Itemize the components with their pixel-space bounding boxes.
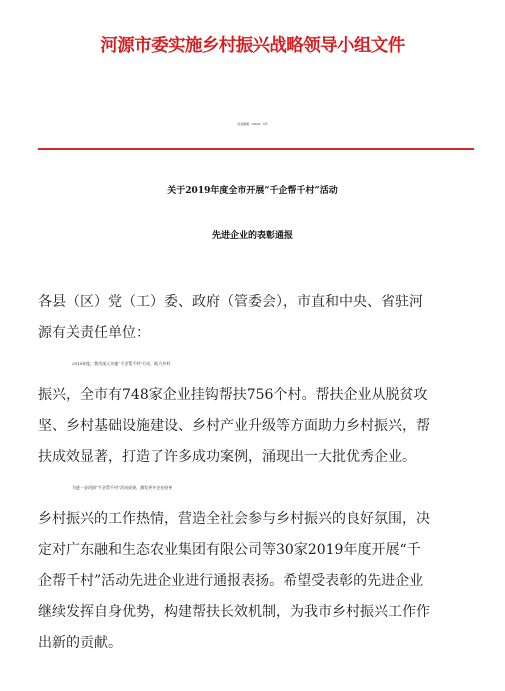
recipients-line-1: 各县（区）党（工）委、政府（管委会），市直和中央、省驻河 (38, 294, 423, 310)
title-line-2: 先进企业的表彰通报 (211, 231, 293, 241)
paragraph-2-line-6: 出新的贡献。 (38, 635, 122, 651)
paragraph-1-line-2: 振兴，全市有748家企业挂钩帮扶756个村。帮扶企业从脱贫攻 (38, 387, 428, 403)
paragraph-2-line-5: 继续发挥自身优势，构建帮扶长效机制，为我市乡村振兴工作作 (38, 604, 430, 620)
paragraph-2-line-2: 乡村振兴的工作热情，营造全社会参与乡村振兴的良好氛围，决 (38, 511, 430, 527)
document-number: 河乡振组〔2020〕5号 (237, 122, 268, 126)
paragraph-1-line-4: 扶成效显著，打造了许多成功案例，涌现出一大批优秀企业。 (38, 449, 416, 465)
paragraph-1-line-1: 2019年度，我市深入实施“千企帮千村”行动，助力乡村 (72, 361, 171, 366)
paragraph-1-line-3: 坚、乡村基础设施建设、乡村产业升级等方面助力乡村振兴，帮 (38, 418, 430, 434)
issuer-red-header: 河源市委实施乡村振兴战略领导小组文件 (100, 36, 405, 56)
title-line-1: 关于2019年度全市开展“千企帮千村”活动 (167, 186, 338, 196)
recipients-line-2: 源有关责任单位： (38, 325, 150, 341)
paragraph-2-line-3: 定对广东融和生态农业集团有限公司等30家2019年度开展“千 (38, 542, 421, 558)
red-separator-line (38, 148, 474, 150)
paragraph-2-line-4: 企帮千村”活动先进企业进行通报表扬。希望受表彰的先进企业 (38, 573, 424, 589)
paragraph-2-line-1: 为进一步巩固“千企帮千村”活动成果，激发更多企业投身 (72, 485, 173, 490)
